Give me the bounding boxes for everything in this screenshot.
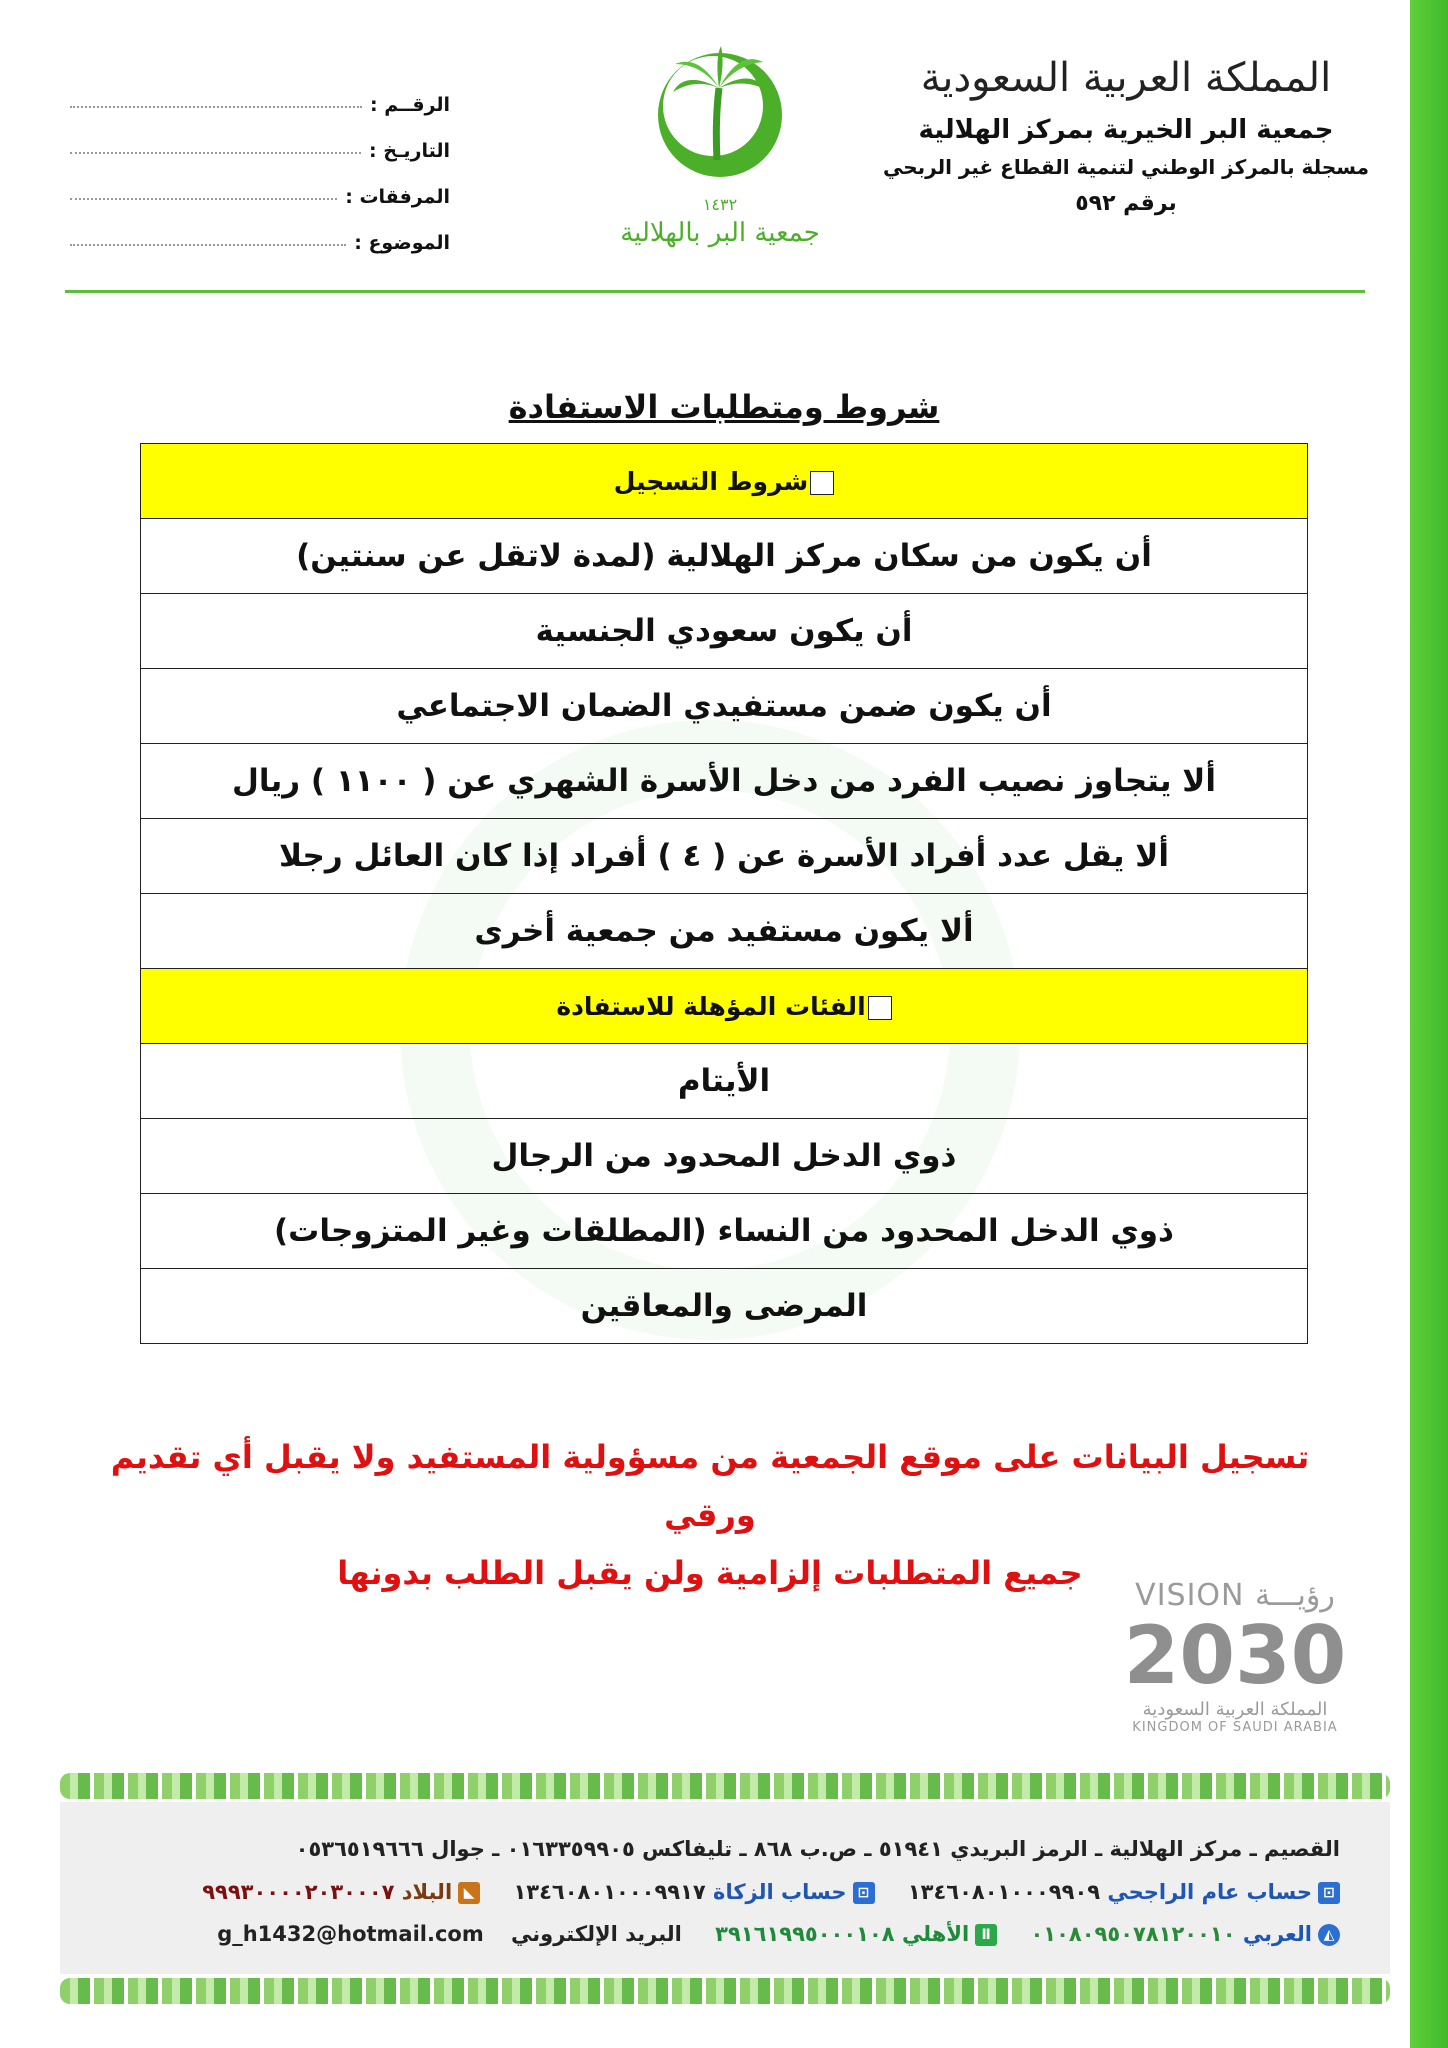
- bank-number: ١٣٤٦٠٨٠١٠٠٠٩٩٠٩: [907, 1880, 1101, 1904]
- document-title: شروط ومتطلبات الاستفادة: [508, 388, 940, 426]
- table-row: [141, 519, 1308, 594]
- footer-ornament-top: [60, 1773, 1390, 1799]
- org-header: [856, 55, 1396, 216]
- notice-line-1: تسجيل البيانات على موقع الجمعية من مسؤولية المستفيد ولا يقبل أي تقديم ورقي: [110, 1438, 1310, 1534]
- side-green-bar: [1410, 0, 1448, 2048]
- meta-number-line: [70, 106, 362, 108]
- email-label: البريد الإلكتروني: [511, 1922, 682, 1946]
- bank-name: العربي: [1242, 1922, 1312, 1946]
- table-row: [141, 1044, 1308, 1119]
- bank-icon: ◣: [458, 1882, 480, 1904]
- section-header-cell: [141, 969, 1308, 1044]
- section-header-eligible: [141, 969, 1308, 1044]
- bank-entry: [202, 1880, 480, 1904]
- org-registration: مسجلة بالمركز الوطني لتنمية القطاع غير الربحي: [883, 155, 1369, 179]
- section-header-label: شروط التسجيل: [613, 466, 809, 496]
- footer-banks-row-2: [70, 1922, 1340, 1946]
- bank-number: ٩٩٩٣٠٠٠٠٢٠٣٠٠٠٧: [202, 1880, 395, 1904]
- palm-crescent-icon: [655, 40, 785, 190]
- table-row: [141, 669, 1308, 744]
- logo-text: جمعية البر بالهلالية: [620, 218, 820, 248]
- vision-number: 2030: [1123, 1609, 1347, 1702]
- meta-number-label: الرقــم :: [369, 94, 450, 116]
- section-header-cell: [141, 444, 1308, 519]
- meta-subject-label: الموضوع :: [354, 232, 450, 254]
- vision-2030-logo: [1110, 1578, 1360, 1735]
- letter-meta: [70, 70, 450, 254]
- table-cell: ألا يكون مستفيد من جمعية أخرى: [141, 894, 1308, 969]
- header-divider: [65, 290, 1365, 293]
- bank-name: حساب الزكاة: [713, 1880, 847, 1904]
- bank-icon: ⊡: [1318, 1882, 1340, 1904]
- table-row: [141, 894, 1308, 969]
- bank-entry: [1030, 1922, 1340, 1946]
- checkbox-icon: [810, 471, 834, 495]
- notice-line-2: جميع المتطلبات إلزامية ولن يقبل الطلب بدونها: [337, 1554, 1083, 1592]
- bank-number: ٣٩١٦١٩٩٥٠٠٠١٠٨: [715, 1922, 895, 1946]
- meta-date-label: التاريـخ :: [368, 140, 450, 162]
- bank-icon: ◭: [1318, 1924, 1340, 1946]
- meta-date-line: [70, 152, 361, 154]
- table-cell: الأيتام: [141, 1044, 1308, 1119]
- table-cell: أن يكون سعودي الجنسية: [141, 594, 1308, 669]
- table-cell: أن يكون ضمن مستفيدي الضمان الاجتماعي: [141, 669, 1308, 744]
- bank-entry: [513, 1880, 874, 1904]
- footer-banks-row-1: [70, 1880, 1340, 1904]
- meta-subject-row: [70, 208, 450, 254]
- section-header-registration: [141, 444, 1308, 519]
- email-link[interactable]: g_h1432@hotmail.com: [217, 1922, 484, 1946]
- table-cell: ذوي الدخل المحدود من النساء (المطلقات وغير المتزوجات): [141, 1194, 1308, 1269]
- table-row: [141, 1119, 1308, 1194]
- meta-attachments-line: [70, 198, 337, 200]
- org-reg-number: برقم ٥٩٢: [1075, 191, 1177, 216]
- footer-address: القصيم ـ مركز الهلالية ـ الرمز البريدي ٥١٩٤١ ـ ص.ب ٨٦٨ ـ تليفاكس ٠١٦٣٣٥٩٩٠٥ ـ جوال ٠٥٣٦٥١٩٦٦٦: [295, 1837, 1340, 1861]
- notice-text: [110, 1428, 1310, 1602]
- table-cell: ألا يتجاوز نصيب الفرد من دخل الأسرة الشهري عن ( ١١٠٠ ) ريال: [141, 744, 1308, 819]
- checkbox-icon: [868, 996, 892, 1020]
- meta-subject-line: [70, 244, 346, 246]
- org-name: جمعية البر الخيرية بمركز الهلالية: [918, 115, 1334, 145]
- table-cell: ألا يقل عدد أفراد الأسرة عن ( ٤ ) أفراد إذا كان العائل رجلا: [141, 819, 1308, 894]
- vision-label: VISION رؤيـــة: [1135, 1578, 1335, 1613]
- kingdom-calligraphy: المملكة العربية السعودية: [920, 55, 1332, 101]
- bank-number: ٠١٠٨٠٩٥٠٧٨١٢٠٠١٠: [1030, 1922, 1236, 1946]
- vision-kingdom-en: KINGDOM OF SAUDI ARABIA: [1132, 1720, 1338, 1735]
- bank-entry: [715, 1922, 997, 1946]
- bank-name: الأهلي: [901, 1922, 970, 1946]
- table-row: [141, 819, 1308, 894]
- bank-icon: ⊡: [853, 1882, 875, 1904]
- table-cell: المرضى والمعاقين: [141, 1269, 1308, 1344]
- bank-number: ١٣٤٦٠٨٠١٠٠٠٩٩١٧: [513, 1880, 706, 1904]
- meta-attachments-label: المرفقات :: [345, 186, 450, 208]
- footer-ornament-bottom: [60, 1978, 1390, 2004]
- table-row: [141, 594, 1308, 669]
- meta-number-row: [70, 70, 450, 116]
- table-cell: ذوي الدخل المحدود من الرجال: [141, 1119, 1308, 1194]
- bank-icon: Ⅱ: [975, 1924, 997, 1946]
- meta-date-row: [70, 116, 450, 162]
- bank-entry: [908, 1880, 1340, 1904]
- bank-name: البلاد: [401, 1880, 453, 1904]
- meta-attachments-row: [70, 162, 450, 208]
- section-header-label: الفئات المؤهلة للاستفادة: [556, 991, 866, 1021]
- org-logo: [600, 40, 840, 270]
- table-row: [141, 1269, 1308, 1344]
- bank-name: حساب عام الراجحي: [1107, 1880, 1312, 1904]
- table-cell: أن يكون من سكان مركز الهلالية (لمدة لاتقل عن سنتين): [141, 519, 1308, 594]
- table-row: [141, 1194, 1308, 1269]
- table-row: [141, 744, 1308, 819]
- conditions-table: [140, 443, 1308, 1344]
- vision-kingdom-ar: المملكة العربية السعودية: [1142, 1699, 1328, 1720]
- logo-year: ١٤٣٢: [702, 195, 738, 214]
